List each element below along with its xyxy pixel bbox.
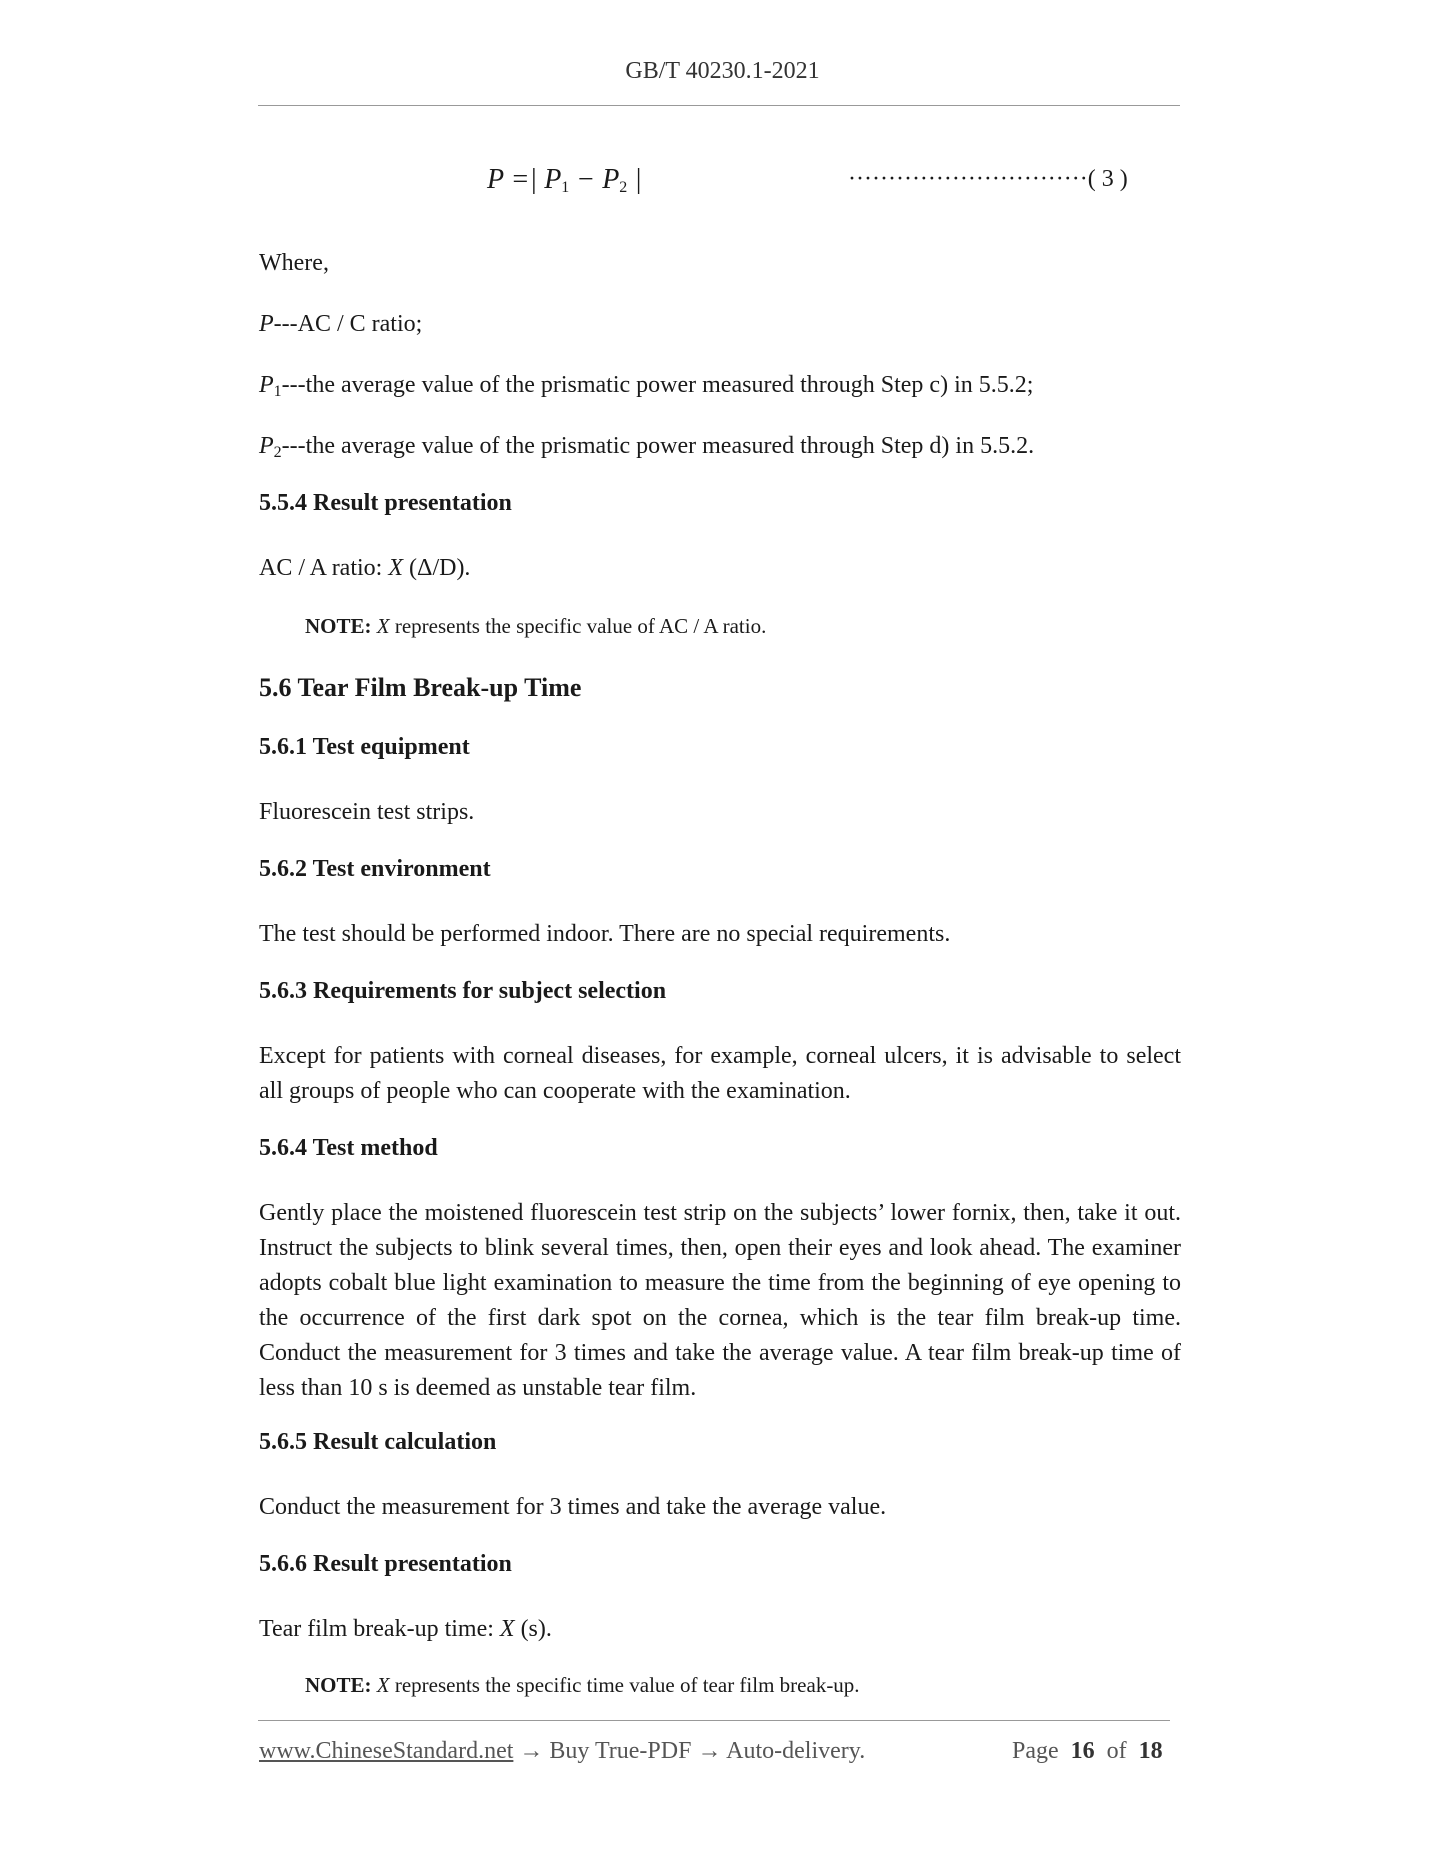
note-variable: X xyxy=(376,614,390,638)
note-label: NOTE: xyxy=(305,614,372,638)
result-prefix: Tear film break-up time: xyxy=(259,1616,500,1642)
result-prefix: AC / A ratio: xyxy=(259,555,389,581)
note-5-5-4 xyxy=(305,614,766,639)
footer-links xyxy=(259,1738,865,1765)
note-text: represents the specific value of AC / A ratio. xyxy=(389,614,767,638)
result-ac-a-ratio xyxy=(259,551,1181,586)
section-heading-5-6-2: 5.6.2 Test environment xyxy=(259,856,491,882)
paragraph-5-6-2: The test should be performed indoor. There are no special requirements. xyxy=(259,921,951,947)
page-total: 18 xyxy=(1138,1738,1163,1764)
of-label: of xyxy=(1106,1738,1127,1764)
arrow-right-icon: → xyxy=(691,1738,727,1764)
note-5-6-6 xyxy=(305,1673,860,1698)
formula-sub1: 1 xyxy=(561,179,570,196)
section-heading-5-6-6: 5.6.6 Result presentation xyxy=(259,1551,512,1577)
formula-leader xyxy=(848,166,1128,193)
result-variable: X xyxy=(388,555,404,581)
def-text: ---the average value of the prismatic power measured through Step c) in 5.5.2; xyxy=(281,372,1034,398)
formula-number: ( 3 ) xyxy=(1087,166,1128,192)
page-indicator xyxy=(1012,1738,1163,1765)
where-label: Where, xyxy=(259,250,329,276)
formula-3 xyxy=(487,164,642,197)
formula-sub2: 2 xyxy=(619,179,628,196)
formula-minus: − P xyxy=(569,164,620,195)
formula-dots: ······························ xyxy=(848,166,1088,192)
footer-divider xyxy=(258,1720,1170,1721)
definition-p1 xyxy=(259,368,1181,409)
note-variable: X xyxy=(376,1673,390,1697)
section-heading-5-6-3: 5.6.3 Requirements for subject selection xyxy=(259,978,667,1004)
section-heading-5-6: 5.6 Tear Film Break-up Time xyxy=(259,673,582,702)
def-symbol: P xyxy=(259,372,274,398)
section-heading-5-6-5: 5.6.5 Result calculation xyxy=(259,1429,497,1455)
result-suffix: (Δ/D). xyxy=(403,555,471,581)
page-number: 16 xyxy=(1070,1738,1095,1764)
website-link[interactable]: www.ChineseStandard.net xyxy=(259,1738,514,1764)
header-divider xyxy=(258,105,1180,106)
section-heading-5-6-4: 5.6.4 Test method xyxy=(259,1135,438,1161)
paragraph-5-6-4: Gently place the moistened fluorescein test strip on the subjects’ lower fornix, then, take it out. Instruct the subjects to blink several times, then, open their eyes and look ahead. The examiner adopts cobalt blue light examination to measure the time from the beginning of eye opening to the occurrence of the first dark spot on the cornea, which is the tear film break-up time. Conduct the measurement for 3 times and take the average value. A tear film break-up time of less than 10 s is deemed as unstable tear film. xyxy=(259,1200,1181,1401)
section-heading-5-5-4: 5.5.4 Result presentation xyxy=(259,490,512,516)
auto-delivery-text: Auto-delivery. xyxy=(726,1738,866,1764)
paragraph-5-6-1: Fluorescein test strips. xyxy=(259,799,475,825)
document-header-title: GB/T 40230.1-2021 xyxy=(625,58,820,84)
definition-p xyxy=(259,307,1181,342)
result-tear-film xyxy=(259,1612,1181,1647)
section-heading-5-6-1: 5.6.1 Test equipment xyxy=(259,734,470,760)
def-subscript: 1 xyxy=(273,383,282,400)
def-text: ---the average value of the prismatic power measured through Step d) in 5.5.2. xyxy=(281,433,1035,459)
def-symbol: P xyxy=(259,311,274,337)
def-text: ---AC / C ratio; xyxy=(273,311,423,337)
definition-p2 xyxy=(259,429,1181,470)
note-text: represents the specific time value of tear film break-up. xyxy=(389,1673,860,1697)
formula-lhs: P =| P xyxy=(487,164,562,195)
result-variable: X xyxy=(499,1616,515,1642)
formula-end: | xyxy=(627,164,642,195)
result-suffix: (s). xyxy=(514,1616,552,1642)
paragraph-5-6-5: Conduct the measurement for 3 times and take the average value. xyxy=(259,1494,887,1520)
arrow-right-icon: → xyxy=(513,1738,550,1764)
note-label: NOTE: xyxy=(305,1673,372,1697)
page-label: Page xyxy=(1012,1738,1059,1764)
def-subscript: 2 xyxy=(273,444,282,461)
buy-true-pdf-text: Buy True-PDF xyxy=(549,1738,692,1764)
def-symbol: P xyxy=(259,433,274,459)
paragraph-5-6-3: Except for patients with corneal diseases, for example, corneal ulcers, it is advisable to select all groups of people who can cooperate with the examination. xyxy=(259,1043,1181,1104)
